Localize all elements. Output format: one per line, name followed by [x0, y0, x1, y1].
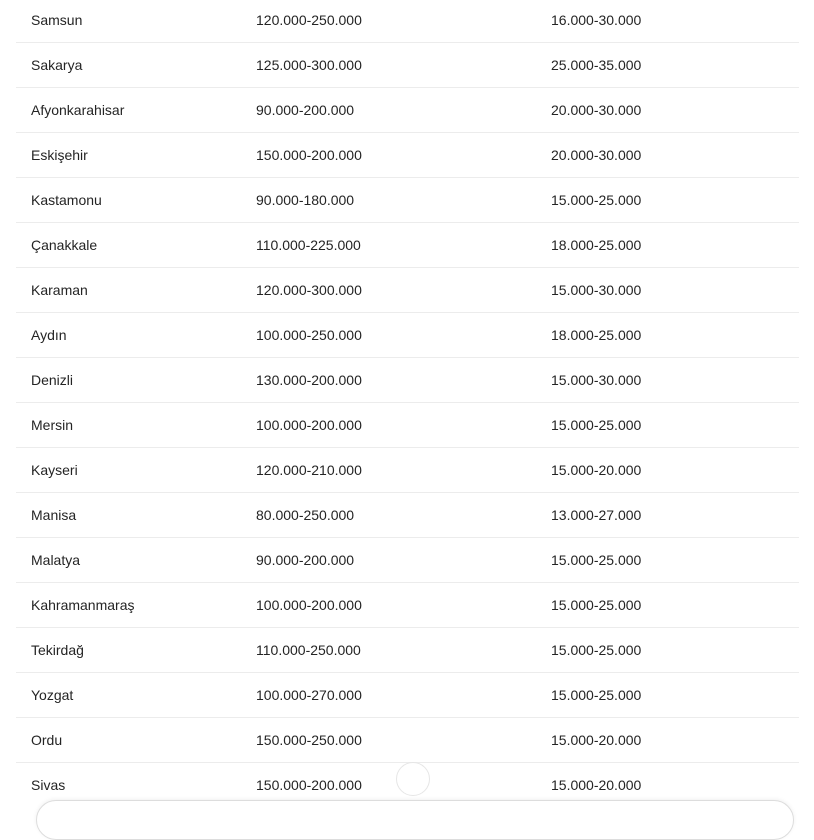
table-row	[16, 0, 799, 43]
rent-range-cell: 15.000-30.000	[551, 372, 642, 388]
table-row	[16, 448, 799, 493]
rent-range-cell: 18.000-25.000	[551, 237, 642, 253]
rent-range-cell: 20.000-30.000	[551, 102, 642, 118]
rent-range-cell: 15.000-20.000	[551, 732, 642, 748]
city-cell: Kastamonu	[31, 192, 102, 208]
city-cell: Manisa	[31, 507, 77, 523]
data-table	[16, 0, 799, 808]
table-row	[16, 403, 799, 448]
rent-range-cell: 13.000-27.000	[551, 507, 642, 523]
city-cell: Aydın	[31, 327, 67, 343]
table-row	[16, 133, 799, 178]
city-cell: Eskişehir	[31, 147, 88, 163]
rent-range-cell: 25.000-35.000	[551, 57, 642, 73]
city-cell: Samsun	[31, 12, 83, 28]
table-row	[16, 268, 799, 313]
price-range-cell: 100.000-250.000	[256, 327, 362, 343]
rent-range-cell: 20.000-30.000	[551, 147, 642, 163]
table-row	[16, 628, 799, 673]
price-range-cell: 110.000-250.000	[256, 642, 361, 658]
rent-range-cell: 15.000-20.000	[551, 777, 642, 793]
table-row	[16, 673, 799, 718]
table-row	[16, 538, 799, 583]
city-cell: Kayseri	[31, 462, 78, 478]
rent-range-cell: 16.000-30.000	[551, 12, 642, 28]
city-cell: Malatya	[31, 552, 81, 568]
table-row	[16, 223, 799, 268]
rent-range-cell: 15.000-25.000	[551, 642, 642, 658]
table-row	[16, 358, 799, 403]
table-row	[16, 718, 799, 763]
message-composer[interactable]	[36, 800, 794, 840]
price-range-cell: 110.000-225.000	[256, 237, 361, 253]
rent-range-cell: 15.000-20.000	[551, 462, 642, 478]
city-cell: Ordu	[31, 732, 63, 748]
price-range-cell: 90.000-200.000	[256, 552, 355, 568]
price-range-cell: 120.000-250.000	[256, 12, 362, 28]
city-cell: Sakarya	[31, 57, 83, 73]
city-cell: Denizli	[31, 372, 74, 388]
price-range-cell: 150.000-250.000	[256, 732, 362, 748]
price-range-cell: 150.000-200.000	[256, 147, 362, 163]
price-range-cell: 120.000-300.000	[256, 282, 362, 298]
table-row	[16, 313, 799, 358]
city-cell: Mersin	[31, 417, 74, 433]
city-cell: Afyonkarahisar	[31, 102, 125, 118]
rent-range-cell: 15.000-25.000	[551, 687, 642, 703]
scroll-down-button[interactable]	[396, 762, 430, 796]
table-row	[16, 178, 799, 223]
table-row	[16, 43, 799, 88]
price-range-cell: 90.000-200.000	[256, 102, 355, 118]
price-range-cell: 120.000-210.000	[256, 462, 362, 478]
table-row	[16, 583, 799, 628]
rent-range-cell: 18.000-25.000	[551, 327, 642, 343]
price-range-cell: 80.000-250.000	[256, 507, 355, 523]
price-range-cell: 125.000-300.000	[256, 57, 362, 73]
price-range-cell: 130.000-200.000	[256, 372, 362, 388]
table-row	[16, 493, 799, 538]
city-cell: Çanakkale	[31, 237, 98, 253]
price-range-cell: 100.000-270.000	[256, 687, 362, 703]
rent-range-cell: 15.000-30.000	[551, 282, 642, 298]
city-cell: Kahramanmaraş	[31, 597, 135, 613]
city-cell: Yozgat	[31, 687, 74, 703]
rent-range-cell: 15.000-25.000	[551, 597, 642, 613]
price-range-cell: 100.000-200.000	[256, 417, 362, 433]
city-cell: Karaman	[31, 282, 88, 298]
rent-range-cell: 15.000-25.000	[551, 552, 642, 568]
rent-range-cell: 15.000-25.000	[551, 417, 642, 433]
city-cell: Tekirdağ	[31, 642, 84, 658]
price-range-cell: 90.000-180.000	[256, 192, 355, 208]
city-cell: Sivas	[31, 777, 66, 793]
price-range-cell: 100.000-200.000	[256, 597, 362, 613]
rent-range-cell: 15.000-25.000	[551, 192, 642, 208]
table-row	[16, 88, 799, 133]
price-range-cell: 150.000-200.000	[256, 777, 362, 793]
